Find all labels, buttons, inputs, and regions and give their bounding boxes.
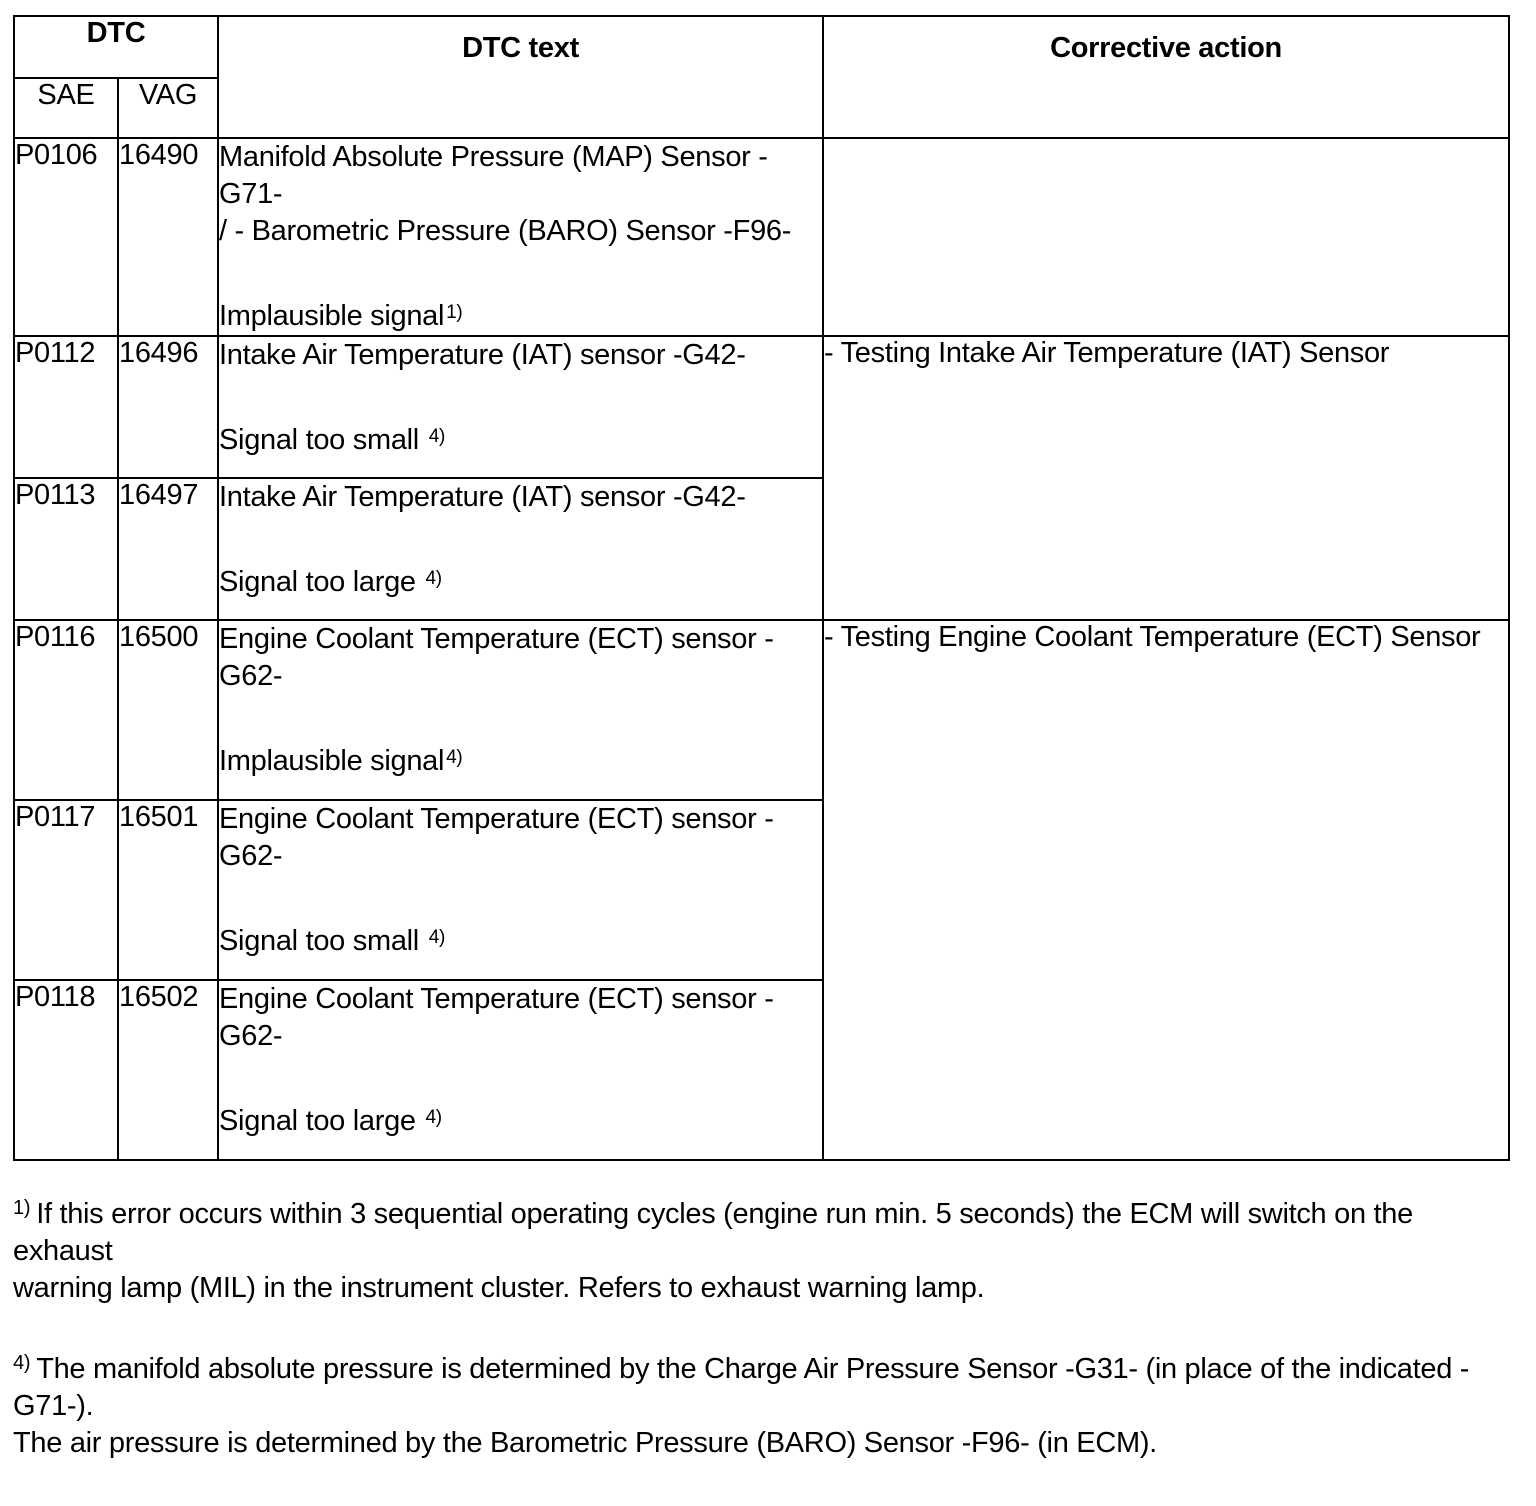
header-vag: VAG — [118, 78, 218, 138]
footnote-text: warning lamp (MIL) in the instrument cluster. Refers to exhaust warning lamp. — [13, 1272, 985, 1304]
footnote-mark: 4) — [13, 1352, 31, 1374]
footnote-mark: 1) — [13, 1197, 31, 1219]
dtc-text-cell — [218, 336, 823, 478]
vag-code: 16496 — [118, 336, 218, 478]
dtc-table — [13, 15, 1510, 1161]
dtc-text-line: Intake Air Temperature (IAT) sensor -G42- — [219, 481, 746, 513]
sae-code: P0106 — [14, 138, 118, 336]
sae-code: P0116 — [14, 620, 118, 800]
dtc-text-line: G62- — [219, 660, 283, 692]
header-dtc: DTC — [14, 16, 218, 78]
corrective-action-ect: - Testing Engine Coolant Temperature (ECT) Sensor — [823, 620, 1509, 1160]
footnote-text: If this error occurs within 3 sequential operating cycles (engine run min. 5 seconds) the ECM will switch on the exhaust — [13, 1198, 1413, 1267]
sae-code: P0113 — [14, 478, 118, 620]
sae-code: P0118 — [14, 980, 118, 1160]
header-sae: SAE — [14, 78, 118, 138]
footnote — [13, 1196, 1513, 1307]
footnote-ref: 4) — [428, 927, 445, 948]
dtc-status: Signal too large — [219, 1105, 416, 1137]
dtc-text-line: Engine Coolant Temperature (ECT) sensor - — [219, 803, 774, 835]
vag-code: 16500 — [118, 620, 218, 800]
footnote-text: The air pressure is determined by the Barometric Pressure (BARO) Sensor -F96- (in ECM). — [13, 1427, 1157, 1459]
footnote-ref: 4) — [425, 1107, 442, 1128]
sae-code: P0117 — [14, 800, 118, 980]
table-row — [14, 138, 1509, 336]
footnote-ref: 4) — [425, 568, 442, 589]
header-dtc-text: DTC text — [218, 16, 823, 138]
dtc-text-line: Engine Coolant Temperature (ECT) sensor - — [219, 623, 774, 655]
table-row — [14, 620, 1509, 800]
dtc-text-line: G62- — [219, 840, 283, 872]
vag-code: 16497 — [118, 478, 218, 620]
sae-code: P0112 — [14, 336, 118, 478]
dtc-status: Implausible signal — [219, 745, 445, 777]
dtc-status: Signal too small — [219, 925, 419, 957]
dtc-text-line: / - Barometric Pressure (BARO) Sensor -F96- — [219, 215, 792, 247]
dtc-text-cell — [218, 800, 823, 980]
dtc-text-cell — [218, 138, 823, 336]
dtc-status: Signal too large — [219, 566, 416, 598]
vag-code: 16502 — [118, 980, 218, 1160]
table-row — [14, 336, 1509, 478]
dtc-text-cell — [218, 478, 823, 620]
dtc-text-line: Engine Coolant Temperature (ECT) sensor - — [219, 983, 774, 1015]
footnote — [13, 1351, 1513, 1462]
dtc-status: Signal too small — [219, 424, 419, 456]
footnote-ref: 1) — [446, 302, 463, 323]
vag-code: 16490 — [118, 138, 218, 336]
dtc-text-line: G62- — [219, 1020, 283, 1052]
header-corrective-action: Corrective action — [823, 16, 1509, 138]
dtc-text-line: Intake Air Temperature (IAT) sensor -G42- — [219, 339, 746, 371]
dtc-text-cell — [218, 620, 823, 800]
vag-code: 16501 — [118, 800, 218, 980]
corrective-action-iat: - Testing Intake Air Temperature (IAT) Sensor — [823, 336, 1509, 620]
footnote-ref: 4) — [446, 747, 463, 768]
dtc-text-cell — [218, 980, 823, 1160]
footnote-ref: 4) — [428, 426, 445, 447]
dtc-text-line: Manifold Absolute Pressure (MAP) Sensor -G71- — [219, 141, 768, 210]
corrective-action-empty — [823, 138, 1509, 336]
footnotes — [13, 1196, 1513, 1506]
dtc-status: Implausible signal — [219, 300, 445, 332]
footnote-text: The manifold absolute pressure is determined by the Charge Air Pressure Sensor -G31- (in place of the indicated -G71-). — [13, 1353, 1470, 1422]
